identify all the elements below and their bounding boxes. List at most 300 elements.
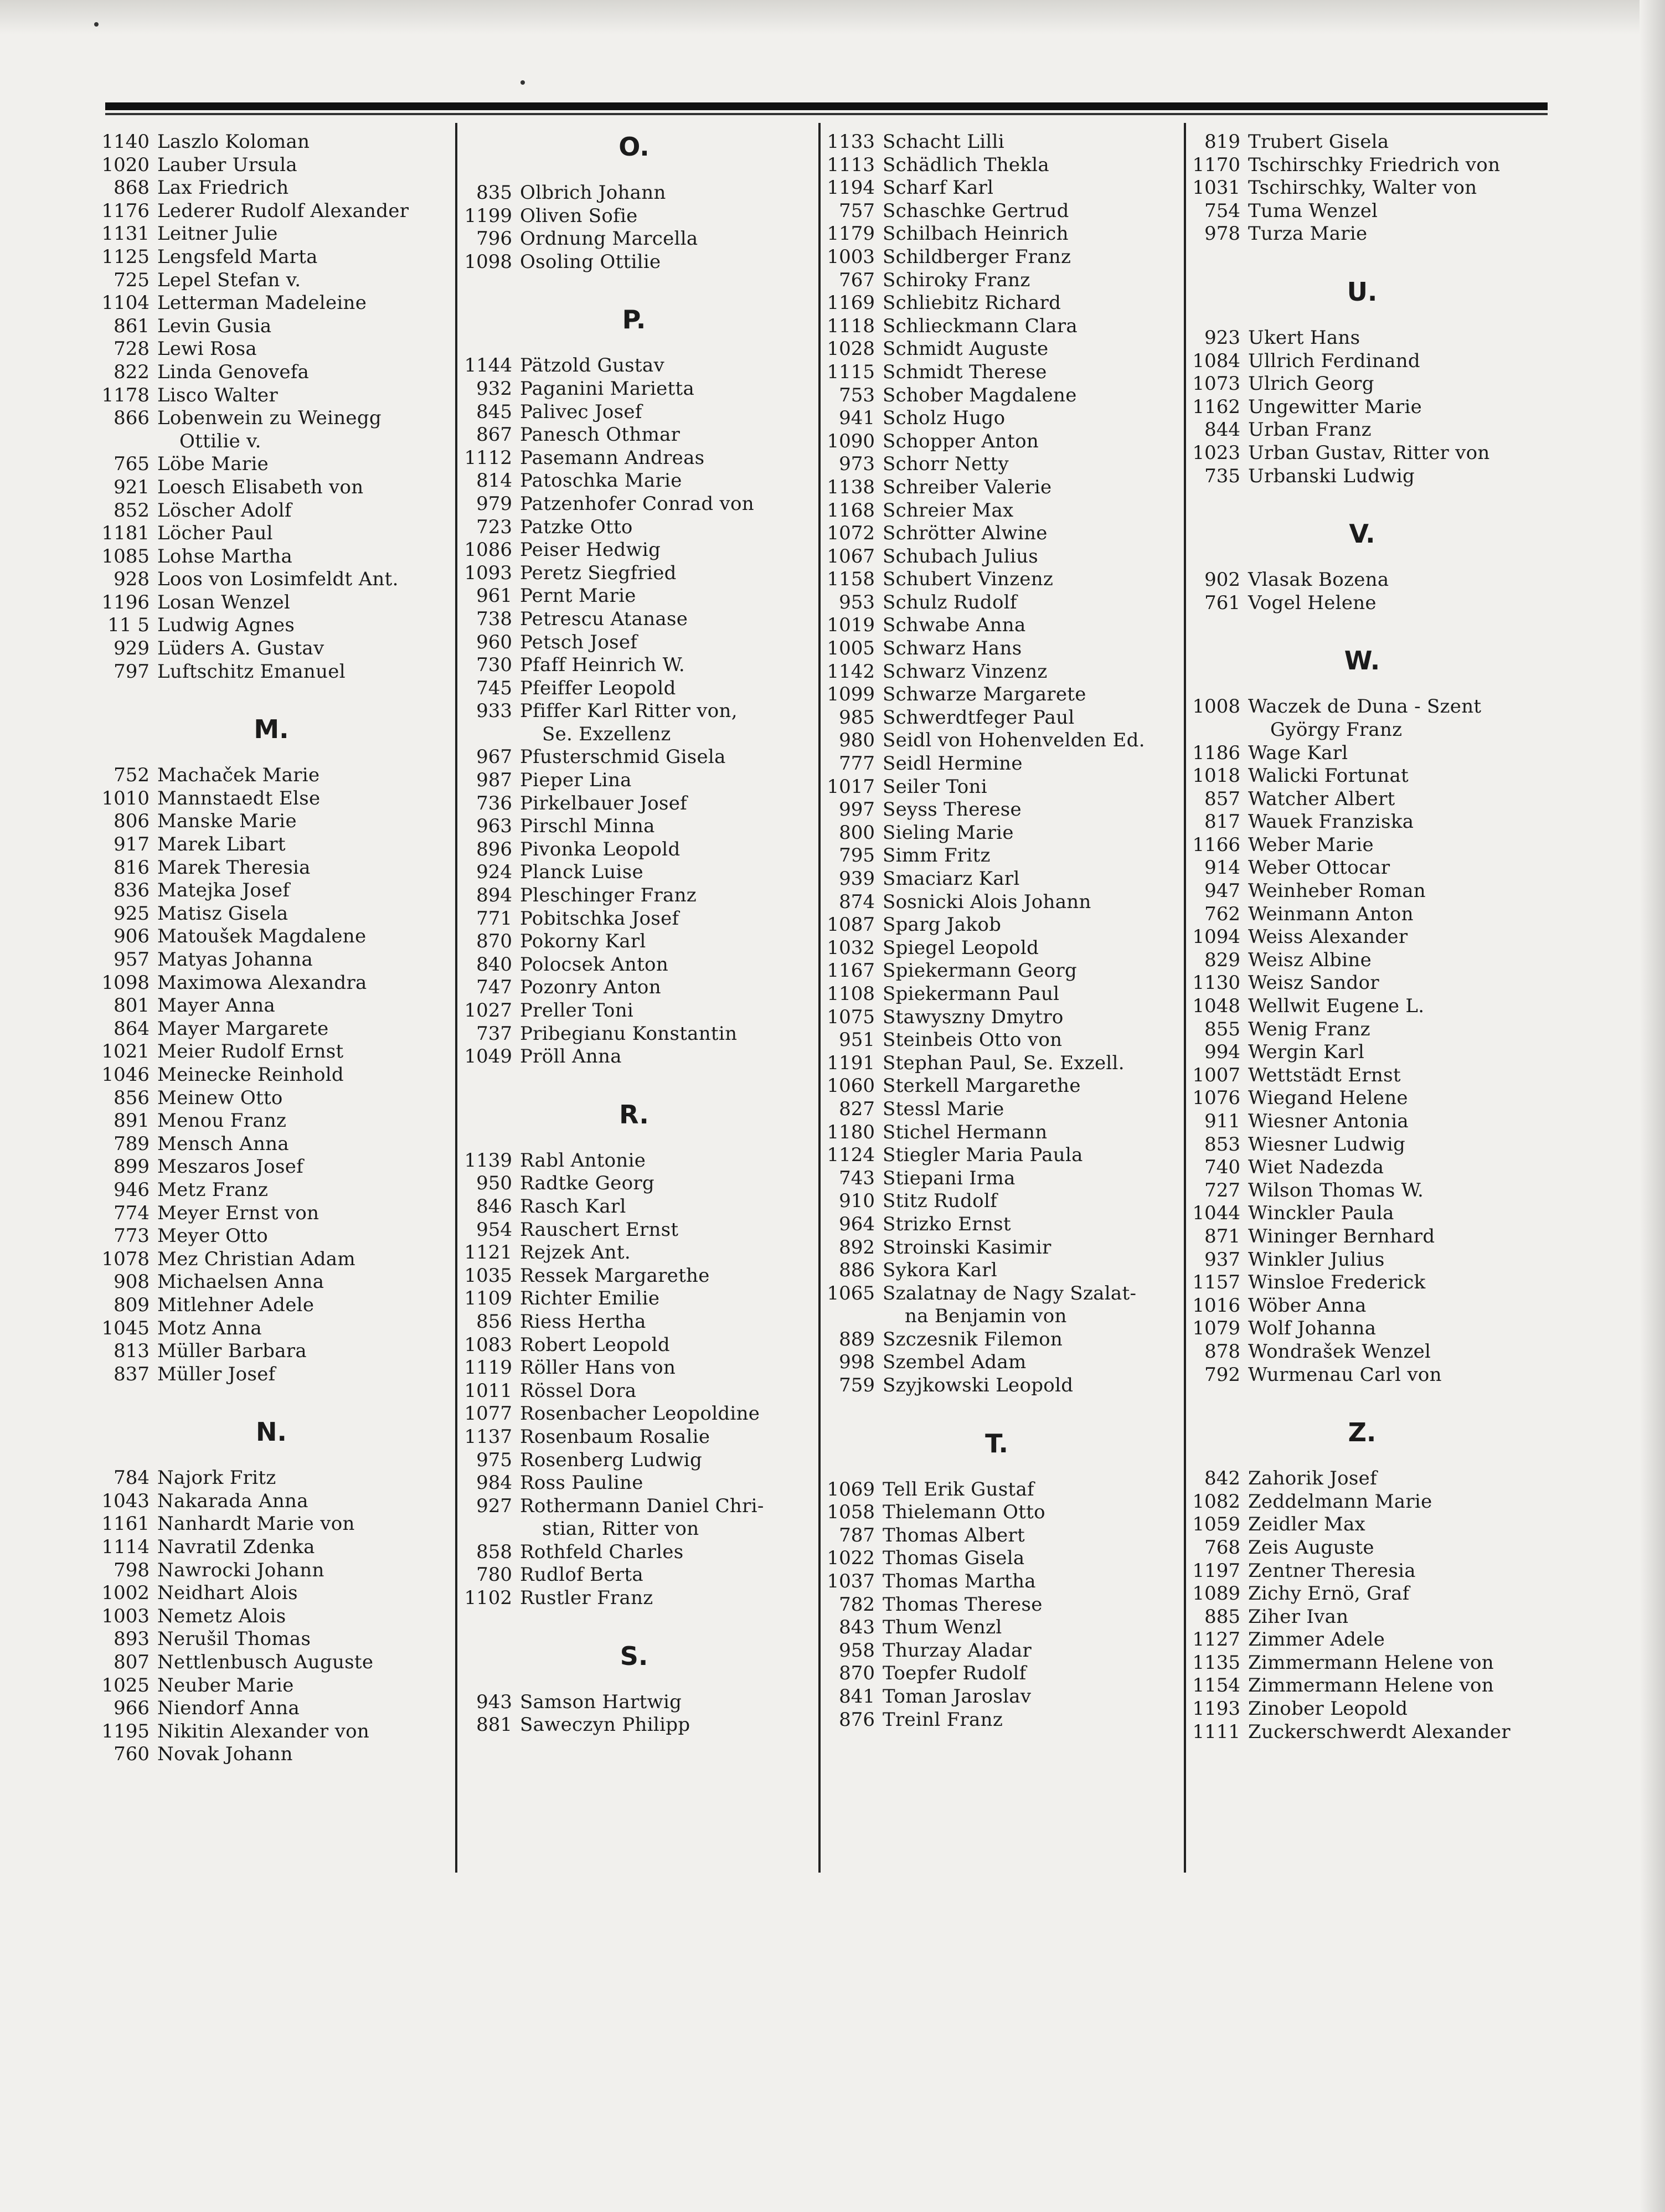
entry-name: Rothermann Daniel Chri- (520, 1494, 764, 1517)
entry-name: Schmidt Auguste (883, 338, 1049, 360)
list-entry (100, 1179, 443, 1202)
entry-name: Pfusterschmid Gisela (520, 746, 726, 769)
entry-name: Loesch Elisabeth von (157, 476, 364, 498)
entry-name: Urban Franz (1248, 419, 1372, 441)
list-entry (1190, 327, 1534, 350)
entry-name: Schlieckmann Clara (883, 314, 1078, 337)
entry-name: Palivec Josef (520, 400, 642, 423)
list-entry (825, 476, 1168, 499)
entry-name: Wenig Franz (1248, 1018, 1370, 1040)
scan-speck (520, 80, 525, 85)
list-entry (100, 361, 443, 384)
list-entry (100, 1582, 443, 1605)
list-entry (1190, 742, 1534, 765)
entry-number: 730 (476, 654, 512, 677)
entry-name: Wiegand Helene (1248, 1087, 1408, 1110)
list-entry (462, 401, 806, 424)
entry-name: Stiepani Irma (883, 1167, 1016, 1189)
list-entry (825, 1121, 1168, 1144)
entry-name: Novak Johann (157, 1743, 293, 1766)
entry-name: Weinheber Roman (1248, 880, 1426, 903)
entry-name: Pirkelbauer Josef (520, 792, 688, 814)
entry-name: Metz Franz (157, 1178, 269, 1201)
entry-number: 796 (476, 228, 512, 250)
entry-number: 1127 (1192, 1628, 1240, 1651)
entry-number: 725 (114, 269, 150, 291)
entry-name: Matoušek Magdalene (157, 925, 367, 948)
entry-number: 1158 (827, 568, 875, 591)
entry-number: 773 (114, 1225, 150, 1247)
entry-number: 967 (476, 746, 512, 769)
entry-name: Levin Gusia (157, 314, 272, 337)
list-entry (825, 1075, 1168, 1098)
entry-name: Menou Franz (157, 1110, 287, 1132)
list-entry (825, 661, 1168, 684)
entry-name: Schwarz Hans (883, 637, 1022, 660)
list-entry (825, 499, 1168, 523)
entry-number: 866 (114, 407, 150, 430)
entry-name: Wiesner Antonia (1248, 1110, 1409, 1132)
section-letter-heading: R. (619, 1099, 649, 1130)
list-entry (1190, 1467, 1534, 1491)
list-entry (1190, 880, 1534, 903)
list-entry (1190, 396, 1534, 419)
list-entry (1190, 1018, 1534, 1041)
list-entry (1190, 1674, 1534, 1698)
entry-name: Wellwit Eugene L. (1248, 995, 1425, 1018)
entry-number: 902 (1204, 569, 1240, 591)
list-entry (100, 1536, 443, 1559)
entry-number: 878 (1204, 1340, 1240, 1363)
entry-name: Nakarada Anna (157, 1489, 308, 1512)
list-entry (462, 746, 806, 769)
entry-name: Wage Karl (1248, 741, 1348, 764)
entry-name: Wondrašek Wenzel (1248, 1340, 1431, 1363)
list-entry (462, 562, 806, 585)
entry-number: 985 (839, 706, 875, 729)
entry-name: Müller Josef (157, 1363, 276, 1385)
entry-number: 1104 (101, 292, 150, 314)
entry-number: 1002 (101, 1582, 150, 1605)
list-entry (100, 1317, 443, 1340)
entry-name: Zahorik Josef (1248, 1467, 1377, 1490)
list-entry (100, 1363, 443, 1386)
entry-name: Thurzay Aladar (883, 1639, 1032, 1662)
entry-number: 1130 (1192, 972, 1240, 994)
list-entry (100, 200, 443, 223)
list-entry (1190, 719, 1534, 742)
entry-name: Waczek de Duna - Szent (1248, 695, 1482, 718)
entry-number: 1031 (1192, 177, 1240, 199)
entry-name: Schaschke Gertrud (883, 199, 1069, 222)
entry-name: Rejzek Ant. (520, 1241, 631, 1264)
list-entry (462, 1195, 806, 1219)
entry-name: Löbe Marie (157, 453, 269, 476)
entry-name: Schildberger Franz (883, 245, 1071, 268)
entry-name: Nawrocki Johann (157, 1559, 324, 1581)
entry-number: 1028 (827, 338, 875, 360)
list-entry (825, 246, 1168, 269)
entry-number: 855 (1204, 1018, 1240, 1040)
entry-number: 889 (839, 1328, 875, 1350)
entry-number: 829 (1204, 948, 1240, 971)
list-entry (100, 1605, 443, 1628)
entry-name: Thomas Martha (883, 1570, 1036, 1593)
entry-name: Sterkell Margarethe (883, 1075, 1081, 1097)
entry-name: Pobitschka Josef (520, 907, 679, 930)
entry-name: Pirschl Minna (520, 815, 655, 838)
list-entry (462, 1172, 806, 1195)
entry-number: 797 (114, 660, 150, 683)
list-entry (1190, 592, 1534, 615)
list-entry (462, 792, 806, 816)
section-letter-heading: Z. (1348, 1417, 1377, 1448)
entry-number: 1089 (1192, 1582, 1240, 1605)
list-entry (1190, 1606, 1534, 1629)
entry-name: Rabl Antonie (520, 1149, 646, 1172)
entry-number: 1167 (827, 960, 875, 982)
list-entry (462, 1403, 806, 1426)
entry-number: 921 (114, 476, 150, 498)
list-entry (1190, 695, 1534, 719)
list-entry (825, 1478, 1168, 1502)
entry-name: Se. Exzellenz (542, 723, 671, 745)
entry-name: Zeddelmann Marie (1248, 1490, 1432, 1513)
entry-number: 1065 (827, 1282, 875, 1304)
list-entry (100, 764, 443, 787)
entry-name: Winckler Paula (1248, 1202, 1394, 1225)
list-entry (100, 972, 443, 995)
list-entry (100, 857, 443, 880)
entry-number: 1166 (1192, 833, 1240, 856)
entry-number: 784 (114, 1467, 150, 1489)
entry-number: 743 (839, 1167, 875, 1189)
entry-name: Stessl Marie (883, 1097, 1004, 1120)
entry-name: Winkler Julius (1248, 1248, 1385, 1271)
entry-number: 1157 (1192, 1271, 1240, 1294)
entry-name: Ungewitter Marie (1248, 395, 1422, 418)
entry-name: Marek Libart (157, 833, 286, 856)
entry-name: Rosenberg Ludwig (520, 1448, 703, 1471)
entry-name: Polocsek Anton (520, 953, 669, 976)
entry-number: 892 (839, 1236, 875, 1259)
entry-name: Osoling Ottilie (520, 250, 661, 273)
entry-name: Wöber Anna (1248, 1294, 1367, 1317)
list-entry (100, 476, 443, 499)
entry-name: Schilbach Heinrich (883, 223, 1069, 245)
list-entry (100, 1040, 443, 1064)
list-entry (1190, 765, 1534, 788)
entry-number: 1072 (827, 522, 875, 545)
entry-name: Röller Hans von (520, 1357, 676, 1379)
entry-number: 856 (476, 1310, 512, 1333)
entry-number: 768 (1204, 1536, 1240, 1559)
entry-number: 789 (114, 1132, 150, 1155)
entry-name: Mayer Margarete (157, 1017, 329, 1040)
entry-number: 1010 (101, 787, 150, 809)
entry-number: 1099 (827, 683, 875, 706)
entry-number: 1113 (827, 153, 875, 176)
entry-name: Laszlo Koloman (157, 131, 310, 153)
entry-number: 736 (476, 792, 512, 814)
entry-number: 1139 (464, 1149, 512, 1172)
entry-name: Motz Anna (157, 1317, 262, 1339)
entry-name: Rudlof Berta (520, 1564, 643, 1586)
list-entry (462, 1045, 806, 1069)
list-entry (462, 1380, 806, 1403)
entry-name: Sparg Jakob (883, 914, 1002, 936)
list-entry (100, 614, 443, 637)
entry-name: Simm Fritz (883, 844, 991, 867)
entry-name: Wiet Nadezda (1248, 1156, 1384, 1179)
entry-number: 911 (1204, 1110, 1240, 1132)
list-entry (1190, 1133, 1534, 1157)
entry-number: 835 (476, 182, 512, 204)
entry-number: 906 (114, 925, 150, 948)
list-entry (1190, 465, 1534, 488)
entry-name: Wurmenau Carl von (1248, 1363, 1442, 1386)
list-entry (825, 1374, 1168, 1398)
entry-name: Seiler Toni (883, 775, 987, 798)
entry-number: 1067 (827, 545, 875, 568)
entry-name: Nemetz Alois (157, 1605, 286, 1627)
list-entry (1190, 1582, 1534, 1606)
entry-number: 782 (839, 1593, 875, 1616)
entry-name: Scholz Hugo (883, 407, 1006, 430)
entry-name: Lederer Rudolf Alexander (157, 199, 409, 222)
entry-number: 800 (839, 821, 875, 844)
list-entry (100, 1110, 443, 1133)
entry-name: Nettlenbusch Auguste (157, 1651, 374, 1674)
list-entry (462, 1518, 806, 1541)
entry-number: 771 (476, 907, 512, 930)
entry-name: Urban Gustav, Ritter von (1248, 441, 1490, 464)
entry-number: 894 (476, 884, 512, 907)
entry-number: 964 (839, 1213, 875, 1235)
entry-number: 761 (1204, 591, 1240, 614)
entry-name: Stephan Paul, Se. Exzell. (883, 1051, 1125, 1074)
entry-name: Niendorf Anna (157, 1697, 300, 1720)
list-entry (825, 315, 1168, 338)
section-letter-heading: M. (254, 714, 289, 745)
name-column-2 (462, 131, 806, 1737)
entry-name: Spiekermann Georg (883, 960, 1078, 982)
list-entry (1190, 569, 1534, 592)
entry-name: Meyer Otto (157, 1225, 268, 1247)
list-entry (462, 1426, 806, 1449)
list-entry (1190, 1087, 1534, 1110)
entry-name: Tell Erik Gustaf (883, 1478, 1034, 1501)
list-entry (825, 131, 1168, 154)
entry-name: Ottilie v. (179, 430, 261, 452)
entry-number: 997 (839, 798, 875, 821)
list-entry (100, 453, 443, 476)
entry-number: 1085 (101, 545, 150, 568)
entry-number: 738 (476, 607, 512, 630)
entry-name: Najork Fritz (157, 1467, 276, 1489)
entry-number: 841 (839, 1685, 875, 1708)
entry-name: Thomas Gisela (883, 1547, 1025, 1570)
entry-number: 1058 (827, 1501, 875, 1524)
entry-name: Zichy Ernö, Graf (1248, 1582, 1410, 1605)
entry-name: Stawyszny Dmytro (883, 1006, 1064, 1028)
entry-number: 801 (114, 994, 150, 1017)
entry-name: Maximowa Alexandra (157, 971, 367, 994)
entry-name: Müller Barbara (157, 1340, 307, 1363)
entry-number: 1133 (827, 131, 875, 153)
entry-number: 740 (1204, 1156, 1240, 1179)
list-entry (462, 1287, 806, 1311)
entry-number: 1142 (827, 660, 875, 683)
entry-number: 843 (839, 1616, 875, 1639)
list-entry (462, 1023, 806, 1046)
entry-name: Planck Luise (520, 861, 643, 884)
entry-number: 876 (839, 1708, 875, 1731)
entry-number: 737 (476, 1022, 512, 1045)
entry-number: 973 (839, 453, 875, 476)
entry-name: Seidl Hermine (883, 752, 1023, 775)
entry-name: Lax Friedrich (157, 177, 289, 199)
entry-name: Weisz Sandor (1248, 972, 1379, 994)
list-entry (100, 903, 443, 926)
entry-name: Patzenhofer Conrad von (520, 492, 755, 515)
entry-name: Weinmann Anton (1248, 903, 1414, 925)
list-entry (1190, 1110, 1534, 1133)
entry-name: Zeis Auguste (1248, 1536, 1374, 1559)
entry-number: 1090 (827, 430, 875, 452)
entry-number: 1049 (464, 1045, 512, 1068)
entry-number: 932 (476, 377, 512, 400)
list-entry (462, 182, 806, 205)
list-entry (100, 661, 443, 684)
entry-name: Nerušil Thomas (157, 1628, 311, 1651)
list-entry (1190, 926, 1534, 949)
entry-name: Lisco Walter (157, 384, 278, 406)
entry-name: Seidl von Hohenvelden Ed. (883, 729, 1145, 752)
list-entry (462, 470, 806, 493)
list-entry (825, 361, 1168, 384)
entry-name: Rosenbacher Leopoldine (520, 1403, 760, 1425)
section-letter-heading: S. (620, 1641, 648, 1671)
entry-name: Vlasak Bozena (1248, 569, 1389, 591)
list-entry (825, 269, 1168, 292)
entry-number: 1161 (101, 1513, 150, 1535)
entry-number: 896 (476, 838, 512, 860)
scan-top-shadow (0, 0, 1665, 34)
list-entry (825, 200, 1168, 223)
entry-name: Smaciarz Karl (883, 868, 1020, 890)
entry-number: 765 (114, 453, 150, 476)
entry-number: 1114 (101, 1536, 150, 1559)
entry-number: 827 (839, 1097, 875, 1120)
list-entry (462, 677, 806, 700)
list-entry (100, 177, 443, 200)
entry-number: 1003 (827, 245, 875, 268)
entry-number: 792 (1204, 1363, 1240, 1386)
scan-speck (94, 22, 99, 27)
list-entry (100, 787, 443, 811)
entry-name: Matejka Josef (157, 879, 290, 902)
list-entry (1190, 350, 1534, 373)
entry-number: 1078 (101, 1247, 150, 1270)
entry-number: 1098 (464, 250, 512, 273)
entry-number: 868 (114, 177, 150, 199)
entry-name: Lengsfeld Marta (157, 245, 318, 268)
list-entry (462, 631, 806, 654)
entry-number: 1077 (464, 1403, 512, 1425)
list-entry (1190, 1513, 1534, 1536)
entry-name: Leitner Julie (157, 223, 278, 245)
entry-name: Thomas Albert (883, 1524, 1025, 1546)
list-entry (1190, 1156, 1534, 1179)
list-entry (825, 1190, 1168, 1213)
entry-name: Winsloe Frederick (1248, 1271, 1426, 1294)
entry-name: Pernt Marie (520, 585, 636, 607)
entry-name: Rustler Franz (520, 1587, 653, 1610)
entry-number: 1119 (464, 1357, 512, 1379)
entry-number: 908 (114, 1271, 150, 1293)
entry-name: Lewi Rosa (157, 338, 257, 360)
entry-number: 760 (114, 1743, 150, 1766)
list-entry (825, 729, 1168, 752)
entry-number: 754 (1204, 199, 1240, 222)
entry-name: Wolf Johanna (1248, 1317, 1377, 1340)
list-entry (100, 1743, 443, 1766)
entry-name: Turza Marie (1248, 223, 1368, 245)
entry-number: 856 (114, 1086, 150, 1109)
list-entry (1190, 811, 1534, 834)
entry-number: 1027 (464, 999, 512, 1022)
entry-name: Strizko Ernst (883, 1213, 1011, 1235)
list-entry (1190, 1179, 1534, 1203)
list-entry (462, 1449, 806, 1472)
entry-number: 1170 (1192, 153, 1240, 176)
entry-name: Zeidler Max (1248, 1513, 1365, 1536)
entry-name: Szembel Adam (883, 1351, 1027, 1374)
name-column-3 (825, 131, 1168, 1731)
list-entry (100, 1340, 443, 1363)
list-entry (100, 1490, 443, 1513)
list-entry (462, 1149, 806, 1173)
list-entry (1190, 1340, 1534, 1364)
entry-number: 1060 (827, 1075, 875, 1097)
entry-name: Schwarze Margarete (883, 683, 1086, 706)
entry-name: Meinew Otto (157, 1086, 283, 1109)
entry-name: Weber Marie (1248, 833, 1374, 856)
entry-name: Petrescu Atanase (520, 607, 688, 630)
entry-number: 753 (839, 384, 875, 406)
entry-name: Mensch Anna (157, 1132, 289, 1155)
entry-name: Stichel Hermann (883, 1121, 1048, 1143)
list-entry (100, 1133, 443, 1156)
entry-name: Lobenwein zu Weinegg (157, 407, 382, 430)
list-entry (825, 868, 1168, 891)
entry-name: Ullrich Ferdinand (1248, 349, 1420, 372)
entry-name: Ukert Hans (1248, 326, 1360, 349)
list-entry (462, 585, 806, 608)
list-entry (462, 424, 806, 447)
entry-name: Marek Theresia (157, 856, 311, 879)
entry-name: Schopper Anton (883, 430, 1039, 452)
entry-number: 1016 (1192, 1294, 1240, 1317)
entry-number: 1191 (827, 1051, 875, 1074)
entry-number: 951 (839, 1029, 875, 1051)
list-entry (825, 1305, 1168, 1328)
entry-number: 814 (476, 470, 512, 492)
list-entry (1190, 788, 1534, 811)
entry-name: Zimmer Adele (1248, 1628, 1385, 1651)
list-entry (100, 1248, 443, 1271)
